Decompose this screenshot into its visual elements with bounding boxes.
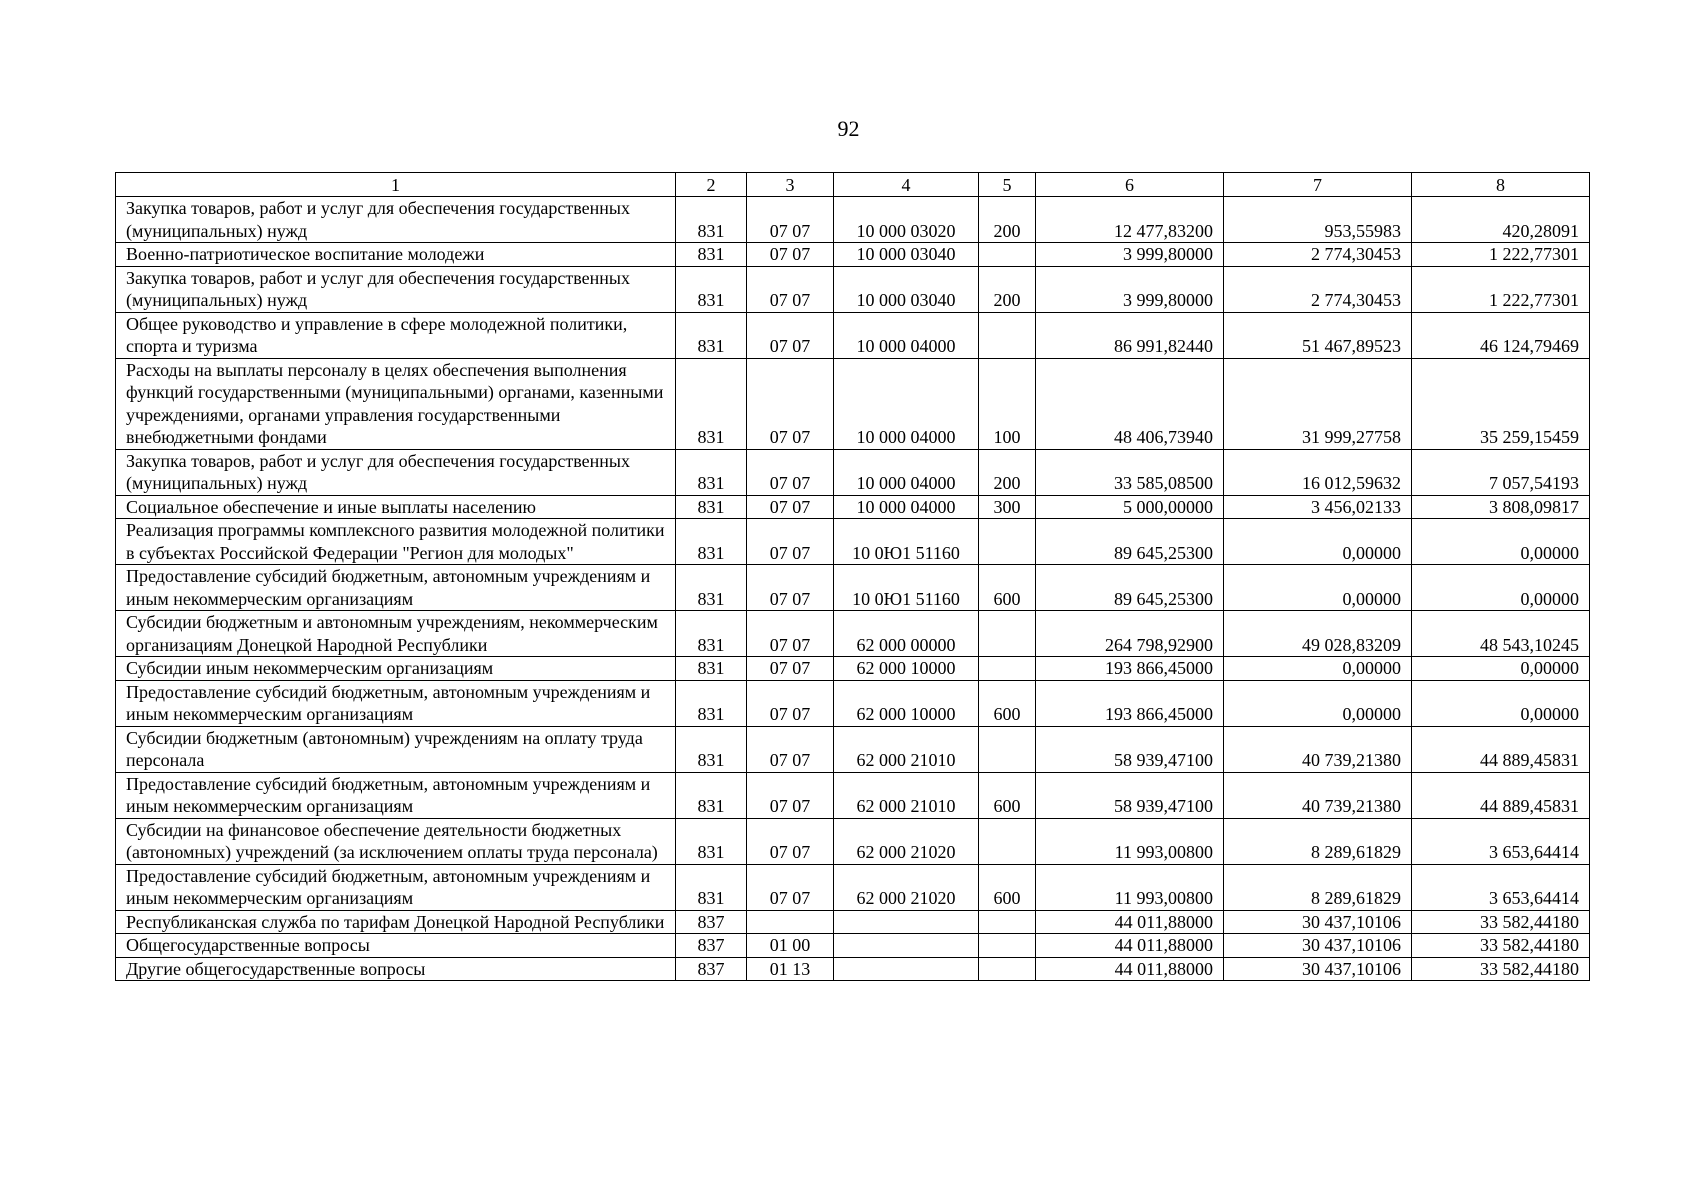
table-row [116, 934, 1590, 958]
amount-col8: 44 889,45831 [1412, 772, 1590, 818]
table-body [116, 197, 1590, 981]
agency-code: 837 [676, 910, 747, 934]
section-code: 07 07 [747, 611, 834, 657]
target-article: 10 000 04000 [834, 449, 979, 495]
section-code: 07 07 [747, 243, 834, 267]
amount-col8: 1 222,77301 [1412, 243, 1590, 267]
section-code: 07 07 [747, 312, 834, 358]
section-code: 07 07 [747, 266, 834, 312]
target-article: 62 000 00000 [834, 611, 979, 657]
amount-col8: 0,00000 [1412, 680, 1590, 726]
expense-name: Субсидии на финансовое обеспечение деятельности бюджетных (автономных) учреждений (за исключением оплаты труда персонала) [116, 818, 676, 864]
agency-code: 831 [676, 611, 747, 657]
amount-col8: 420,28091 [1412, 197, 1590, 243]
amount-col8: 33 582,44180 [1412, 910, 1590, 934]
target-article: 10 000 03040 [834, 243, 979, 267]
amount-col8: 3 653,64414 [1412, 818, 1590, 864]
expense-type [979, 611, 1036, 657]
expense-name: Предоставление субсидий бюджетным, автономным учреждениям и иным некоммерческим организациям [116, 772, 676, 818]
table-row [116, 772, 1590, 818]
amount-col6: 33 585,08500 [1036, 449, 1224, 495]
amount-col6: 12 477,83200 [1036, 197, 1224, 243]
amount-col8: 0,00000 [1412, 519, 1590, 565]
amount-col7: 40 739,21380 [1224, 726, 1412, 772]
amount-col6: 58 939,47100 [1036, 772, 1224, 818]
expense-name: Республиканская служба по тарифам Донецкой Народной Республики [116, 910, 676, 934]
section-code: 07 07 [747, 680, 834, 726]
amount-col6: 3 999,80000 [1036, 243, 1224, 267]
expense-name: Субсидии бюджетным (автономным) учреждениям на оплату труда персонала [116, 726, 676, 772]
expense-name: Субсидии иным некоммерческим организациям [116, 657, 676, 681]
expense-type: 600 [979, 772, 1036, 818]
section-code: 07 07 [747, 565, 834, 611]
section-code: 07 07 [747, 495, 834, 519]
column-header: 7 [1224, 173, 1412, 197]
target-article: 10 000 03020 [834, 197, 979, 243]
table-row [116, 657, 1590, 681]
amount-col7: 30 437,10106 [1224, 910, 1412, 934]
amount-col8: 44 889,45831 [1412, 726, 1590, 772]
expense-type: 200 [979, 197, 1036, 243]
expense-name: Субсидии бюджетным и автономным учреждениям, некоммерческим организациям Донецкой Народной Республики [116, 611, 676, 657]
amount-col6: 3 999,80000 [1036, 266, 1224, 312]
expense-type [979, 312, 1036, 358]
section-code: 07 07 [747, 449, 834, 495]
agency-code: 831 [676, 197, 747, 243]
agency-code: 831 [676, 358, 747, 449]
target-article [834, 934, 979, 958]
amount-col8: 3 653,64414 [1412, 864, 1590, 910]
expense-name: Предоставление субсидий бюджетным, автономным учреждениям и иным некоммерческим организациям [116, 565, 676, 611]
budget-table [115, 172, 1590, 981]
amount-col8: 3 808,09817 [1412, 495, 1590, 519]
expense-type [979, 934, 1036, 958]
expense-name: Общее руководство и управление в сфере молодежной политики, спорта и туризма [116, 312, 676, 358]
expense-type: 600 [979, 680, 1036, 726]
section-code [747, 910, 834, 934]
target-article: 62 000 10000 [834, 680, 979, 726]
table-row [116, 818, 1590, 864]
amount-col6: 11 993,00800 [1036, 864, 1224, 910]
amount-col6: 89 645,25300 [1036, 519, 1224, 565]
expense-name: Реализация программы комплексного развития молодежной политики в субъектах Российской Федерации "Регион для молодых" [116, 519, 676, 565]
table-row [116, 495, 1590, 519]
amount-col7: 40 739,21380 [1224, 772, 1412, 818]
target-article: 10 000 04000 [834, 358, 979, 449]
target-article [834, 957, 979, 981]
table-row [116, 726, 1590, 772]
column-header: 1 [116, 173, 676, 197]
amount-col8: 1 222,77301 [1412, 266, 1590, 312]
table-row [116, 266, 1590, 312]
amount-col7: 16 012,59632 [1224, 449, 1412, 495]
agency-code: 831 [676, 726, 747, 772]
amount-col6: 5 000,00000 [1036, 495, 1224, 519]
section-code: 07 07 [747, 726, 834, 772]
table-row [116, 680, 1590, 726]
target-article: 10 0Ю1 51160 [834, 565, 979, 611]
page-number: 92 [837, 116, 860, 141]
agency-code: 831 [676, 864, 747, 910]
column-number-row [116, 173, 1590, 197]
section-code: 07 07 [747, 772, 834, 818]
target-article: 10 000 03040 [834, 266, 979, 312]
column-header: 8 [1412, 173, 1590, 197]
section-code: 01 00 [747, 934, 834, 958]
section-code: 01 13 [747, 957, 834, 981]
expense-name: Общегосударственные вопросы [116, 934, 676, 958]
amount-col8: 48 543,10245 [1412, 611, 1590, 657]
amount-col7: 2 774,30453 [1224, 243, 1412, 267]
amount-col7: 0,00000 [1224, 680, 1412, 726]
expense-type: 200 [979, 266, 1036, 312]
expense-name: Закупка товаров, работ и услуг для обеспечения государственных (муниципальных) нужд [116, 197, 676, 243]
table-row [116, 449, 1590, 495]
amount-col6: 193 866,45000 [1036, 680, 1224, 726]
agency-code: 831 [676, 243, 747, 267]
amount-col8: 7 057,54193 [1412, 449, 1590, 495]
target-article: 10 000 04000 [834, 495, 979, 519]
amount-col8: 46 124,79469 [1412, 312, 1590, 358]
section-code: 07 07 [747, 197, 834, 243]
amount-col7: 3 456,02133 [1224, 495, 1412, 519]
table-row [116, 957, 1590, 981]
target-article: 62 000 10000 [834, 657, 979, 681]
table-row [116, 519, 1590, 565]
amount-col7: 8 289,61829 [1224, 864, 1412, 910]
amount-col7: 2 774,30453 [1224, 266, 1412, 312]
target-article: 10 0Ю1 51160 [834, 519, 979, 565]
agency-code: 831 [676, 680, 747, 726]
agency-code: 831 [676, 495, 747, 519]
amount-col7: 8 289,61829 [1224, 818, 1412, 864]
expense-name: Другие общегосударственные вопросы [116, 957, 676, 981]
amount-col7: 953,55983 [1224, 197, 1412, 243]
agency-code: 831 [676, 266, 747, 312]
section-code: 07 07 [747, 358, 834, 449]
amount-col8: 33 582,44180 [1412, 934, 1590, 958]
expense-name: Военно-патриотическое воспитание молодежи [116, 243, 676, 267]
agency-code: 831 [676, 565, 747, 611]
agency-code: 831 [676, 449, 747, 495]
amount-col6: 89 645,25300 [1036, 565, 1224, 611]
amount-col7: 31 999,27758 [1224, 358, 1412, 449]
table-row [116, 197, 1590, 243]
amount-col8: 33 582,44180 [1412, 957, 1590, 981]
expense-name: Закупка товаров, работ и услуг для обеспечения государственных (муниципальных) нужд [116, 449, 676, 495]
table-row [116, 910, 1590, 934]
table-row [116, 312, 1590, 358]
expense-type [979, 957, 1036, 981]
agency-code: 831 [676, 312, 747, 358]
expense-name: Предоставление субсидий бюджетным, автономным учреждениям и иным некоммерческим организациям [116, 864, 676, 910]
expense-type [979, 519, 1036, 565]
expense-type [979, 243, 1036, 267]
amount-col7: 0,00000 [1224, 519, 1412, 565]
expense-type [979, 910, 1036, 934]
agency-code: 837 [676, 934, 747, 958]
section-code: 07 07 [747, 657, 834, 681]
table-row [116, 243, 1590, 267]
column-header: 6 [1036, 173, 1224, 197]
table-row [116, 611, 1590, 657]
expense-type [979, 818, 1036, 864]
agency-code: 831 [676, 772, 747, 818]
expense-type: 300 [979, 495, 1036, 519]
amount-col8: 0,00000 [1412, 657, 1590, 681]
expense-type [979, 726, 1036, 772]
expense-name: Предоставление субсидий бюджетным, автономным учреждениям и иным некоммерческим организациям [116, 680, 676, 726]
expense-name: Социальное обеспечение и иные выплаты населению [116, 495, 676, 519]
section-code: 07 07 [747, 519, 834, 565]
amount-col7: 0,00000 [1224, 565, 1412, 611]
expense-name: Закупка товаров, работ и услуг для обеспечения государственных (муниципальных) нужд [116, 266, 676, 312]
expense-type [979, 657, 1036, 681]
expense-type: 600 [979, 565, 1036, 611]
expense-name: Расходы на выплаты персоналу в целях обеспечения выполнения функций государственными (муниципальными) органами, казенными учреждениями, органами управления государственными внебюджетными фондами [116, 358, 676, 449]
column-header: 2 [676, 173, 747, 197]
target-article: 10 000 04000 [834, 312, 979, 358]
table-row [116, 864, 1590, 910]
agency-code: 837 [676, 957, 747, 981]
amount-col6: 44 011,88000 [1036, 934, 1224, 958]
table-row [116, 565, 1590, 611]
column-header: 5 [979, 173, 1036, 197]
target-article: 62 000 21010 [834, 772, 979, 818]
agency-code: 831 [676, 657, 747, 681]
amount-col6: 86 991,82440 [1036, 312, 1224, 358]
amount-col8: 35 259,15459 [1412, 358, 1590, 449]
amount-col7: 30 437,10106 [1224, 957, 1412, 981]
amount-col6: 58 939,47100 [1036, 726, 1224, 772]
target-article [834, 910, 979, 934]
amount-col6: 44 011,88000 [1036, 957, 1224, 981]
amount-col6: 48 406,73940 [1036, 358, 1224, 449]
amount-col7: 51 467,89523 [1224, 312, 1412, 358]
expense-type: 200 [979, 449, 1036, 495]
target-article: 62 000 21010 [834, 726, 979, 772]
amount-col8: 0,00000 [1412, 565, 1590, 611]
amount-col7: 0,00000 [1224, 657, 1412, 681]
section-code: 07 07 [747, 864, 834, 910]
target-article: 62 000 21020 [834, 864, 979, 910]
amount-col6: 264 798,92900 [1036, 611, 1224, 657]
expense-type: 600 [979, 864, 1036, 910]
amount-col6: 193 866,45000 [1036, 657, 1224, 681]
section-code: 07 07 [747, 818, 834, 864]
expense-type: 100 [979, 358, 1036, 449]
agency-code: 831 [676, 818, 747, 864]
table-row [116, 358, 1590, 449]
amount-col7: 30 437,10106 [1224, 934, 1412, 958]
amount-col7: 49 028,83209 [1224, 611, 1412, 657]
amount-col6: 44 011,88000 [1036, 910, 1224, 934]
column-header: 4 [834, 173, 979, 197]
column-header: 3 [747, 173, 834, 197]
target-article: 62 000 21020 [834, 818, 979, 864]
amount-col6: 11 993,00800 [1036, 818, 1224, 864]
agency-code: 831 [676, 519, 747, 565]
